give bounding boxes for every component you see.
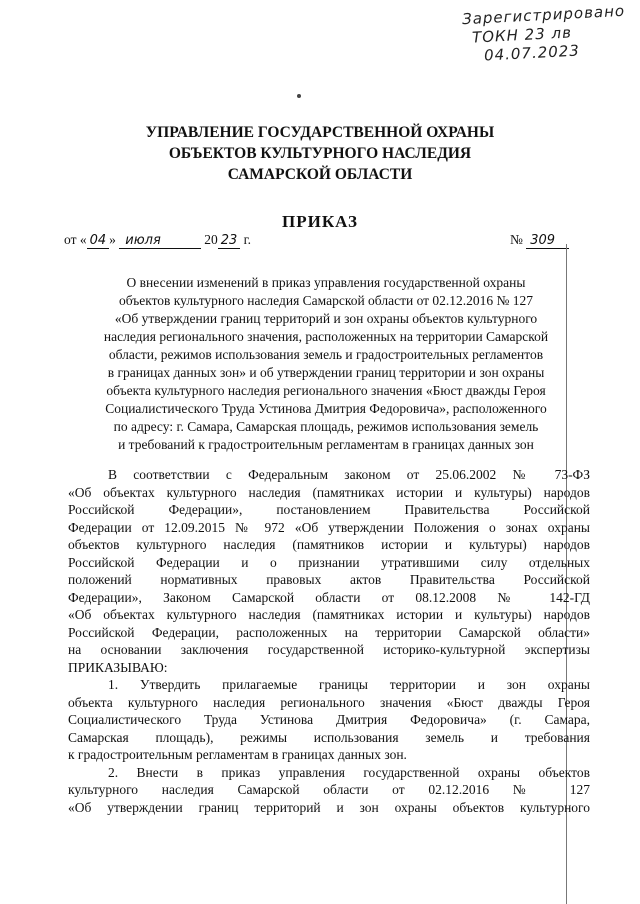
subject-line: Социалистического Труда Устинова Дмитрия Федоровича», расположенного xyxy=(105,401,547,416)
date-day: 04 xyxy=(87,233,110,249)
subject-line: наследия регионального значения, расположенных на территории Самарской xyxy=(103,329,549,344)
subject-line: по адресу: г. Самара, Самарская площадь, режимов использования земель xyxy=(113,419,539,434)
body-line: Российской Федерации», постановлением Правительства Российской xyxy=(68,502,590,517)
order-body xyxy=(68,466,590,816)
organization-header xyxy=(0,122,640,185)
body-line: Федерации», Законом Самарской области от 08.12.2008 № 142-ГД xyxy=(68,589,590,605)
body-line: Самарская площадь), режимы использования земель и требования xyxy=(68,729,590,745)
order-dateline xyxy=(0,232,640,252)
body-line: положений нормативных правовых актов Правительства Российской xyxy=(68,572,590,587)
body-line: на основании заключения государственной историко-культурной экспертизы xyxy=(68,642,590,657)
order-subject xyxy=(66,274,586,454)
body-line: 2. Внести в приказ управления государственной охраны объектов xyxy=(108,764,590,780)
body-line: Российской Федерации, расположенных на территории Самарской области» xyxy=(68,624,590,640)
body-line: «Об объектах культурного наследия (памятниках истории и культуры) народов xyxy=(68,607,590,622)
handwritten-note-line: Зарегистрировано xyxy=(461,1,626,29)
number-value: 309 xyxy=(526,233,569,249)
scan-speck xyxy=(297,94,301,98)
subject-line: в границах данных зон» и об утверждении границ территории и зон охраны xyxy=(107,365,545,380)
body-line: 1. Утвердить прилагаемые границы территории и зон охраны xyxy=(108,677,590,692)
handwritten-note-line: 04.07.2023 xyxy=(483,41,581,65)
date-mid: » xyxy=(109,232,120,247)
body-line: В соответствии с Федеральным законом от 25.06.2002 № 73-ФЗ xyxy=(108,467,590,482)
subject-line: и требований к градостроительным регламентам в границах данных зон xyxy=(118,437,534,452)
org-line: УПРАВЛЕНИЕ ГОСУДАРСТВЕННОЙ ОХРАНЫ xyxy=(145,124,495,141)
body-line: Федерации от 12.09.2015 № 972 «Об утверждении Положения о зонах охраны xyxy=(68,519,590,535)
body-line: Российской Федерации и о признании утратившими силу отдельных xyxy=(68,554,590,570)
subject-line: объекта культурного наследия регионального значения «Бюст дважды Героя xyxy=(106,383,546,398)
order-date xyxy=(64,232,251,248)
body-line: объектов культурного наследия (памятников истории и культуры) народов xyxy=(68,537,590,552)
subject-line: «Об утверждении границ территорий и зон охраны объектов культурного xyxy=(114,311,538,326)
body-line: Социалистического Труда Устинова Дмитрия Федоровича» (г. Самара, xyxy=(68,712,590,727)
body-line: культурного наследия Самарской области от 02.12.2016 № 127 xyxy=(68,782,590,797)
handwritten-note-line: ТОКН 23 лв xyxy=(471,23,573,47)
body-line: к градостроительным регламентам в границах данных зон. xyxy=(68,747,407,762)
order-number xyxy=(510,232,569,248)
date-year-prefix: 20 xyxy=(200,232,218,247)
date-prefix: от « xyxy=(64,232,87,247)
date-suffix: г. xyxy=(240,232,251,247)
body-line: объекта культурного наследия регионального значения «Бюст дважды Героя xyxy=(68,694,590,710)
number-prefix: № xyxy=(510,232,527,247)
body-line: «Об утверждении границ территорий и зон охраны объектов культурного xyxy=(68,799,590,815)
order-word: ПРИКАЗЫВАЮ: xyxy=(68,659,168,675)
date-month: июля xyxy=(119,233,201,249)
document-title: ПРИКАЗ xyxy=(282,212,358,231)
date-year: 23 xyxy=(218,233,241,249)
subject-line: объектов культурного наследия Самарской области от 02.12.2016 № 127 xyxy=(118,293,534,308)
subject-line: области, режимов использования земель и градостроительных регламентов xyxy=(108,347,544,362)
body-line: «Об объектах культурного наследия (памятниках истории и культуры) народов xyxy=(68,484,590,500)
org-line: САМАРСКОЙ ОБЛАСТИ xyxy=(227,166,413,183)
subject-line: О внесении изменений в приказ управления государственной охраны xyxy=(126,275,526,290)
org-line: ОБЪЕКТОВ КУЛЬТУРНОГО НАСЛЕДИЯ xyxy=(168,145,472,162)
